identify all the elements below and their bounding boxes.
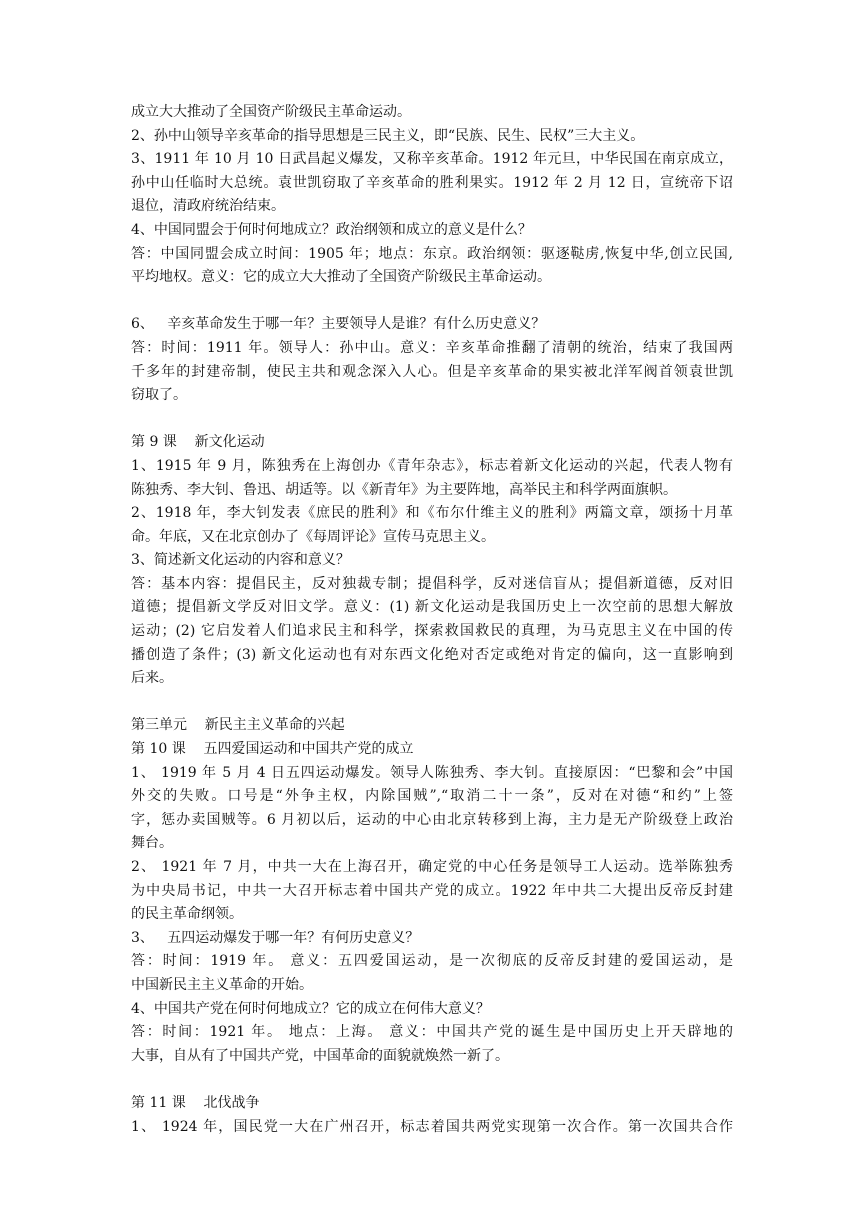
answer-line: 千多年的封建帝制，使民主共和观念深入人心。但是辛亥革命的果实被北洋军阀首领袁世凯 xyxy=(131,363,733,380)
text-line: 2、 1921 年 7 月，中共一大在上海召开，确定党的中心任务是领导工人运动。选举陈独秀 xyxy=(131,859,733,875)
question-line: 4、中国共产党在何时何地成立？它的成立在何伟大意义？ xyxy=(131,1000,490,1017)
answer-line: 中国新民主主义革命的开始。 xyxy=(131,976,313,993)
text-line: 1、 1924 年，国民党一大在广州召开，标志着国共两党实现第一次合作。第一次国共合作 xyxy=(131,1118,733,1135)
question-line: 3、简述新文化运动的内容和意义？ xyxy=(131,552,350,569)
paragraph-gap xyxy=(131,1068,733,1092)
answer-line: 答：时间：1911 年。领导人：孙中山。意义：辛亥革命推翻了清朝的统治，结束了我国两 xyxy=(131,339,733,356)
question-line: 6、 辛亥革命发生于哪一年？主要领导人是谁？有什么历史意义？ xyxy=(131,316,546,333)
paragraph-gap xyxy=(131,408,733,432)
answer-line: 答：时间：1919 年。 意义：五四爱国运动，是一次彻底的反帝反封建的爱国运动，是 xyxy=(131,953,733,970)
text-line: 退位，清政府统治结束。 xyxy=(131,198,285,215)
text-line: 1、1915 年 9 月，陈独秀在上海创办《青年杂志》，标志着新文化运动的兴起，代表人物有 xyxy=(131,457,733,474)
lesson-title: 第 10 课 五四爱国运动和中国共产党的成立 xyxy=(131,741,414,758)
lesson-title: 第 11 课 北伐战争 xyxy=(131,1094,260,1111)
answer-line: 后来。 xyxy=(131,670,173,687)
text-line: 外交的失败。口号是“外争主权，内除国贼”,“取消二十一条”，反对在对德“和约”上签 xyxy=(131,788,733,805)
answer-line: 道德；提倡新文学反对旧文学。意义：(1) 新文化运动是我国历史上一次空前的思想大解放 xyxy=(131,599,733,616)
text-line: 3、1911 年 10 月 10 日武昌起义爆发，又称辛亥革命。1912 年元旦，中华民国在南京成立， xyxy=(131,151,733,168)
answer-line: 播创造了条件；(3) 新文化运动也有对东西文化绝对否定或绝对肯定的偏向，这一直影响到 xyxy=(131,646,733,663)
answer-line: 大事，自从有了中国共产党，中国革命的面貌就焕然一新了。 xyxy=(131,1047,509,1064)
text-line: 2、1918 年，李大钊发表《庶民的胜利》和《布尔什维主义的胜利》两篇文章，颂扬十月革 xyxy=(131,505,733,522)
text-line: 孙中山任临时大总统。袁世凯窃取了辛亥革命的胜利果实。1912 年 2 月 12 日，宣统帝下诏 xyxy=(131,174,733,191)
text-line: 成立大大推动了全国资产阶级民主革命运动。 xyxy=(131,104,411,120)
answer-line: 答：时间：1921 年。 地点：上海。 意义：中国共产党的诞生是中国历史上开天辟地的 xyxy=(131,1024,733,1041)
answer-line: 平均地权。意义：它的成立大大推动了全国资产阶级民主革命运动。 xyxy=(131,269,551,286)
text-line: 1、 1919 年 5 月 4 日五四运动爆发。领导人陈独秀、李大钊。直接原因：“巴黎和会”中国 xyxy=(131,764,733,781)
answer-line: 窃取了。 xyxy=(131,387,187,404)
paragraph-gap xyxy=(131,691,733,715)
text-line: 字，惩办卖国贼等。6 月初以后，运动的中心由北京转移到上海，主力是无产阶级登上政治 xyxy=(131,811,733,828)
text-line: 2、孙中山领导辛亥革命的指导思想是三民主义，即“民族、民生、民权”三大主义。 xyxy=(131,127,645,144)
lesson-title: 第 9 课 新文化运动 xyxy=(131,434,265,451)
text-line: 舞台。 xyxy=(131,835,173,852)
text-line: 的民主革命纲领。 xyxy=(131,906,243,923)
document-page xyxy=(131,101,733,1139)
answer-line: 运动；(2) 它启发着人们追求民主和科学，探索救国救民的真理，为马克思主义在中国的传 xyxy=(131,623,733,640)
text-line: 为中央局书记，中共一大召开标志着中国共产党的成立。1922 年中共二大提出反帝反封建 xyxy=(131,882,733,899)
question-line: 3、 五四运动爆发于哪一年？有何历史意义？ xyxy=(131,929,420,946)
text-line: 陈独秀、李大钊、鲁迅、胡适等。以《新青年》为主要阵地，高举民主和科学两面旗帜。 xyxy=(131,481,677,498)
text-line: 命。年底，又在北京创办了《每周评论》宣传马克思主义。 xyxy=(131,528,495,545)
answer-line: 答：中国同盟会成立时间：1905 年；地点：东京。政治纲领：驱逐鞑虏,恢复中华,创立民国, xyxy=(131,245,733,262)
answer-line: 答：基本内容：提倡民主，反对独裁专制；提倡科学，反对迷信盲从；提倡新道德，反对旧 xyxy=(131,575,733,592)
question-line: 4、中国同盟会于何时何地成立？政治纲领和成立的意义是什么？ xyxy=(131,221,532,238)
paragraph-gap xyxy=(131,290,733,314)
unit-title: 第三单元 新民主主义革命的兴起 xyxy=(131,717,345,734)
